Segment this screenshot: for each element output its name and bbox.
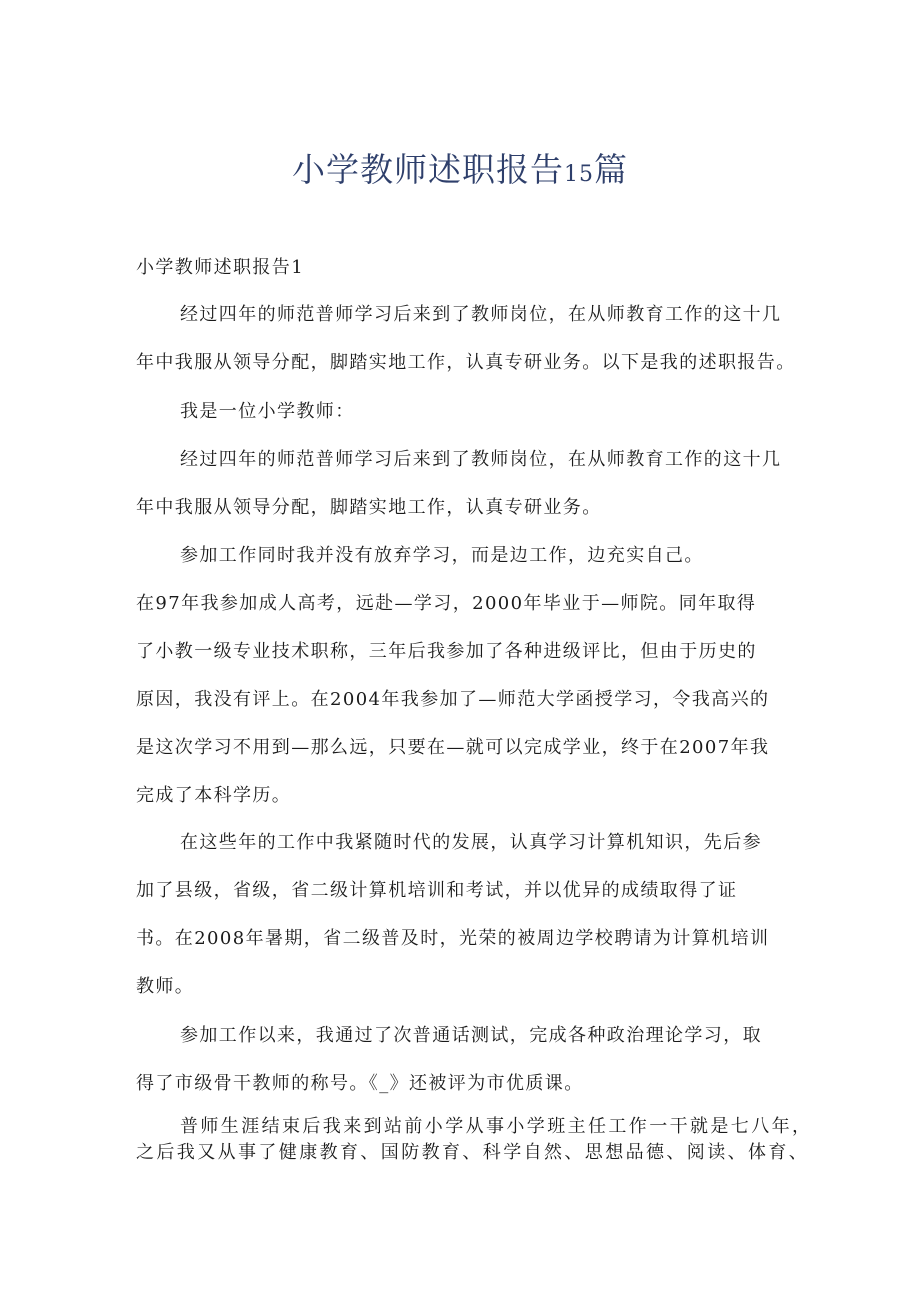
- page-title: [0, 146, 920, 199]
- paragraph-line: 加了县级，省级，省二级计算机培训和考试，并以优异的成绩取得了证: [136, 880, 738, 901]
- paragraph-line: 在97年我参加成人高考，远赴—学习，2000年毕业于—师院。同年取得: [136, 593, 757, 614]
- title-main: 小学教师述职报告: [292, 150, 564, 189]
- paragraph-line: 得了市级骨干教师的称号。《_》还被评为市优质课。: [136, 1073, 584, 1094]
- title-number: 15: [564, 162, 594, 187]
- paragraph-line: 经过四年的师范普师学习后来到了教师岗位，在从师教育工作的这十几: [180, 304, 782, 325]
- paragraph-line: 原因，我没有评上。在2004年我参加了—师范大学函授学习，令我高兴的: [136, 689, 770, 710]
- paragraph-line: 经过四年的师范普师学习后来到了教师岗位，在从师教育工作的这十几: [180, 449, 782, 470]
- paragraph-line: 年中我服从领导分配，脚踏实地工作，认真专研业务。以下是我的述职报告。: [136, 352, 796, 373]
- paragraph-line: 参加工作同时我并没有放弃学习，而是边工作，边充实自己。: [180, 545, 704, 566]
- paragraph-line: 参加工作以来，我通过了次普通话测试，完成各种政治理论学习，取: [180, 1025, 762, 1046]
- paragraph-line: 是这次学习不用到—那么远，只要在—就可以完成学业，终于在2007年我: [136, 737, 770, 758]
- paragraph-line: 在这些年的工作中我紧随时代的发展，认真学习计算机知识，先后参: [180, 832, 762, 853]
- paragraph-line: 我是一位小学教师：: [180, 401, 355, 422]
- paragraph-line: 普师生涯结束后我来到站前小学从事小学班主任工作一干就是七八年，: [180, 1116, 813, 1137]
- paragraph-line: 教师。: [136, 976, 195, 997]
- paragraph-line: 之后我又从事了健康教育、国防教育、科学自然、思想品德、阅读、体育、: [136, 1142, 810, 1163]
- paragraph-line: 书。在2008年暑期，省二级普及时，光荣的被周边学校聘请为计算机培训: [136, 928, 770, 949]
- paragraph-line: 完成了本科学历。: [136, 785, 292, 806]
- paragraph-line: 了小教一级专业技术职称，三年后我参加了各种进级评比，但由于历史的: [136, 641, 757, 662]
- paragraph-line: 年中我服从领导分配，脚踏实地工作，认真专研业务。: [136, 497, 602, 518]
- title-tail: 篇: [594, 150, 628, 189]
- section-heading: 小学教师述职报告1: [136, 257, 305, 278]
